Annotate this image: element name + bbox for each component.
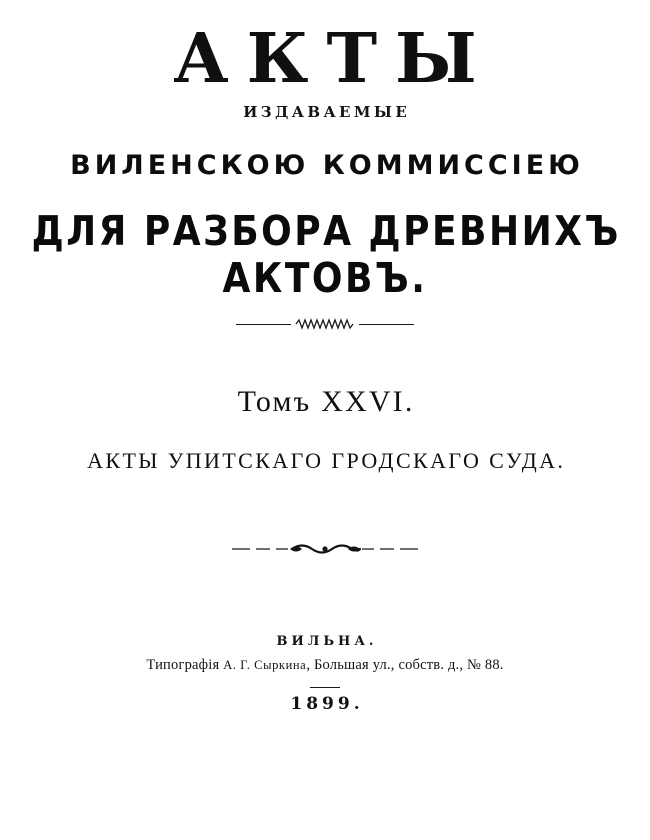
section-title: АКТЫ УПИТСКАГО ГРОДСКАГО СУДА.: [87, 448, 566, 473]
squiggle-icon: [295, 318, 355, 330]
imprint-printer: [0, 657, 650, 674]
subtitle-commission: ВИЛЕНСКОЮ КОММИССІЕЮ: [70, 150, 584, 181]
page-title: АКТЫ: [173, 19, 495, 99]
imprint-printer-address: , Большая ул., собств. д., № 88.: [306, 657, 504, 673]
ornament-rule-left: [236, 324, 291, 325]
ornament-rule-right: [359, 324, 414, 325]
volume-number: Томъ XXVI.: [237, 385, 415, 418]
imprint-printer-label: Типографія: [146, 657, 220, 673]
imprint-divider: [310, 687, 340, 688]
wavy-line-ornament: [0, 314, 650, 334]
imprint-printer-name: А. Г. Сыркина: [223, 658, 307, 672]
subtitle-purpose: ДЛЯ РАЗБОРА ДРЕВНИХЪ АКТОВЪ.: [31, 208, 621, 303]
imprint-year: 1899.: [290, 694, 364, 714]
subtitle-published-by: ИЗДАВАЕМЫЕ: [243, 103, 411, 121]
imprint-city: ВИЛЬНА.: [276, 634, 378, 649]
flourish-ornament: [0, 538, 650, 560]
